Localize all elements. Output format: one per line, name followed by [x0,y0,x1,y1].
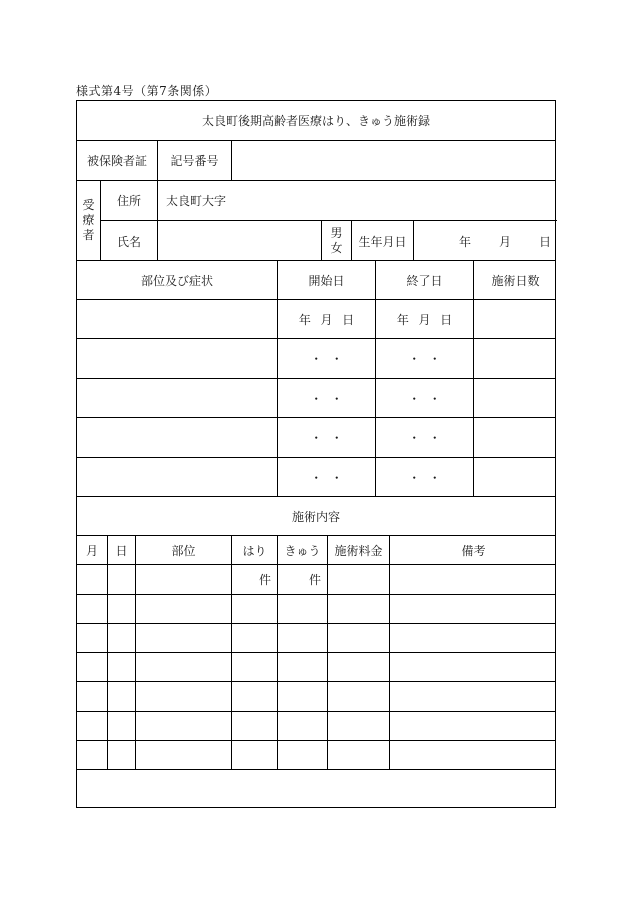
sex-female: 女 [330,241,343,255]
treatment-section-title: 施術内容 [291,509,340,524]
treatment-row [77,741,555,770]
start-year-unit: 年 [298,312,311,327]
date-dot: ・ [310,470,323,485]
condition-row [77,379,555,418]
moxibustion-cell[interactable] [278,565,328,594]
month-cell[interactable] [77,624,108,652]
birth-day-unit: 日 [538,234,551,249]
area-cell[interactable] [136,682,232,711]
patient-char-2: 療 [82,213,95,227]
end-date-field[interactable] [376,379,474,417]
treatment-row [77,712,555,741]
date-dot: ・ [330,470,343,485]
acupuncture-cell[interactable] [232,595,278,623]
form-title-row [77,101,555,141]
condition-row [77,458,555,497]
address-label: 住所 [101,181,158,220]
day-header: 日 [108,536,136,564]
month-cell[interactable] [77,712,108,740]
patient-block [77,181,555,261]
acupuncture-cell[interactable] [232,682,278,711]
acupuncture-cell[interactable] [232,712,278,740]
birth-field[interactable] [414,221,557,261]
fee-cell[interactable] [328,653,390,681]
condition-field[interactable] [77,458,278,496]
area-cell[interactable] [136,565,232,594]
month-cell[interactable] [77,741,108,769]
area-cell[interactable] [136,712,232,740]
treatment-row [77,653,555,682]
start-month-unit: 月 [320,312,333,327]
acupuncture-cell[interactable] [232,741,278,769]
start-date-field[interactable] [278,339,376,378]
moxibustion-cell[interactable] [278,741,328,769]
fee-cell[interactable] [328,712,390,740]
acupuncture-cell[interactable] [232,653,278,681]
condition-header-row [77,261,555,300]
day-cell[interactable] [108,653,136,681]
number-label: 記号番号 [158,141,232,180]
condition-row [77,418,555,458]
condition-field[interactable] [77,379,278,417]
moxibustion-cell[interactable] [278,712,328,740]
patient-group-label [77,181,101,260]
area-cell[interactable] [136,595,232,623]
date-dot: ・ [310,431,323,445]
acupuncture-cell[interactable] [232,624,278,652]
notes-row [77,770,555,807]
moxibustion-cell[interactable] [278,653,328,681]
remarks-cell[interactable] [390,682,557,711]
remarks-cell[interactable] [390,624,557,652]
date-dot: ・ [428,352,441,366]
day-cell[interactable] [108,595,136,623]
area-cell[interactable] [136,624,232,652]
start-date-field[interactable] [278,379,376,417]
date-dot: ・ [330,391,343,406]
date-dot: ・ [428,431,441,445]
acupuncture-header: はり [232,536,278,564]
treatment-row [77,682,555,712]
fee-cell[interactable] [328,682,390,711]
fee-cell[interactable] [328,624,390,652]
condition-field[interactable] [77,418,278,457]
date-dot: ・ [428,391,441,406]
fee-cell[interactable] [328,741,390,769]
date-dot: ・ [408,431,421,445]
month-cell[interactable] [77,653,108,681]
patient-char-3: 者 [82,228,95,242]
start-date-header: 開始日 [278,261,376,299]
end-date-header: 終了日 [376,261,474,299]
count-unit: 件 [258,573,271,587]
date-dot: ・ [408,470,421,485]
end-month-unit: 月 [418,312,431,327]
sex-field[interactable] [322,221,352,261]
notes-field[interactable] [77,770,555,807]
area-cell[interactable] [136,741,232,769]
treatment-days-field[interactable] [474,458,557,496]
date-dot: ・ [428,470,441,485]
insured-label: 被保険者証 [77,141,158,180]
area-cell[interactable] [136,653,232,681]
month-header: 月 [77,536,108,564]
treatment-days-field[interactable] [474,339,557,378]
treatment-section-row [77,497,555,536]
treatment-row [77,624,555,653]
remarks-cell[interactable] [390,712,557,740]
fee-header: 施術料金 [328,536,390,564]
name-label: 氏名 [101,221,158,261]
fee-cell[interactable] [328,595,390,623]
end-year-unit: 年 [396,312,409,327]
treatment-days-field[interactable] [474,418,557,457]
name-row [101,221,557,261]
count-unit: 件 [308,573,321,587]
form-number-caption: 様式第4号（第7条関係） [76,84,218,98]
birth-month-unit: 月 [498,234,511,249]
condition-row [77,300,555,339]
month-cell[interactable] [77,565,108,594]
remarks-cell[interactable] [390,595,557,623]
treatment-header-row [77,536,555,565]
remarks-header: 備考 [461,543,486,558]
date-dot: ・ [330,431,343,445]
moxibustion-cell[interactable] [278,595,328,623]
date-dot: ・ [330,352,343,366]
remarks-cell[interactable] [390,741,557,769]
date-dot: ・ [408,352,421,366]
address-row [101,181,557,221]
birth-label: 生年月日 [352,221,414,261]
name-field[interactable] [158,221,322,261]
remarks-cell[interactable] [390,653,557,681]
condition-row [77,339,555,379]
day-cell[interactable] [108,741,136,769]
end-date-field[interactable] [376,300,474,338]
condition-field[interactable] [77,300,278,338]
sex-male: 男 [330,226,343,240]
start-day-unit: 日 [342,312,355,327]
condition-header: 部位及び症状 [77,261,278,299]
treatment-days-field[interactable] [474,379,557,417]
month-cell[interactable] [77,595,108,623]
insured-row [77,141,555,181]
treatment-record-form [76,100,556,808]
end-date-field[interactable] [376,418,474,457]
treatment-days-header: 施術日数 [491,273,540,288]
moxibustion-cell[interactable] [278,682,328,711]
number-field[interactable] [232,141,557,180]
date-dot: ・ [310,352,323,366]
start-date-field[interactable] [278,300,376,338]
condition-field[interactable] [77,339,278,378]
fee-cell[interactable] [328,565,390,594]
end-day-unit: 日 [440,312,453,327]
form-title: 太良町後期高齢者医療はり、きゅう施術録 [201,114,430,128]
birth-year-unit: 年 [458,234,471,249]
treatment-days-field[interactable] [474,300,557,338]
day-cell[interactable] [108,712,136,740]
treatment-row [77,595,555,624]
patient-char-1: 受 [82,198,95,212]
start-date-field[interactable] [278,418,376,457]
address-field[interactable]: 太良町大字 [166,194,227,208]
date-dot: ・ [408,391,421,406]
end-date-field[interactable] [376,339,474,378]
acupuncture-cell[interactable] [232,565,278,594]
end-date-field[interactable] [376,458,474,496]
remarks-cell[interactable] [390,565,557,594]
day-cell[interactable] [108,682,136,711]
area-header: 部位 [136,536,232,564]
treatment-row [77,565,555,595]
moxibustion-cell[interactable] [278,624,328,652]
day-cell[interactable] [108,624,136,652]
start-date-field[interactable] [278,458,376,496]
month-cell[interactable] [77,682,108,711]
day-cell[interactable] [108,565,136,594]
moxibustion-header: きゅう [278,536,328,564]
date-dot: ・ [310,391,323,406]
